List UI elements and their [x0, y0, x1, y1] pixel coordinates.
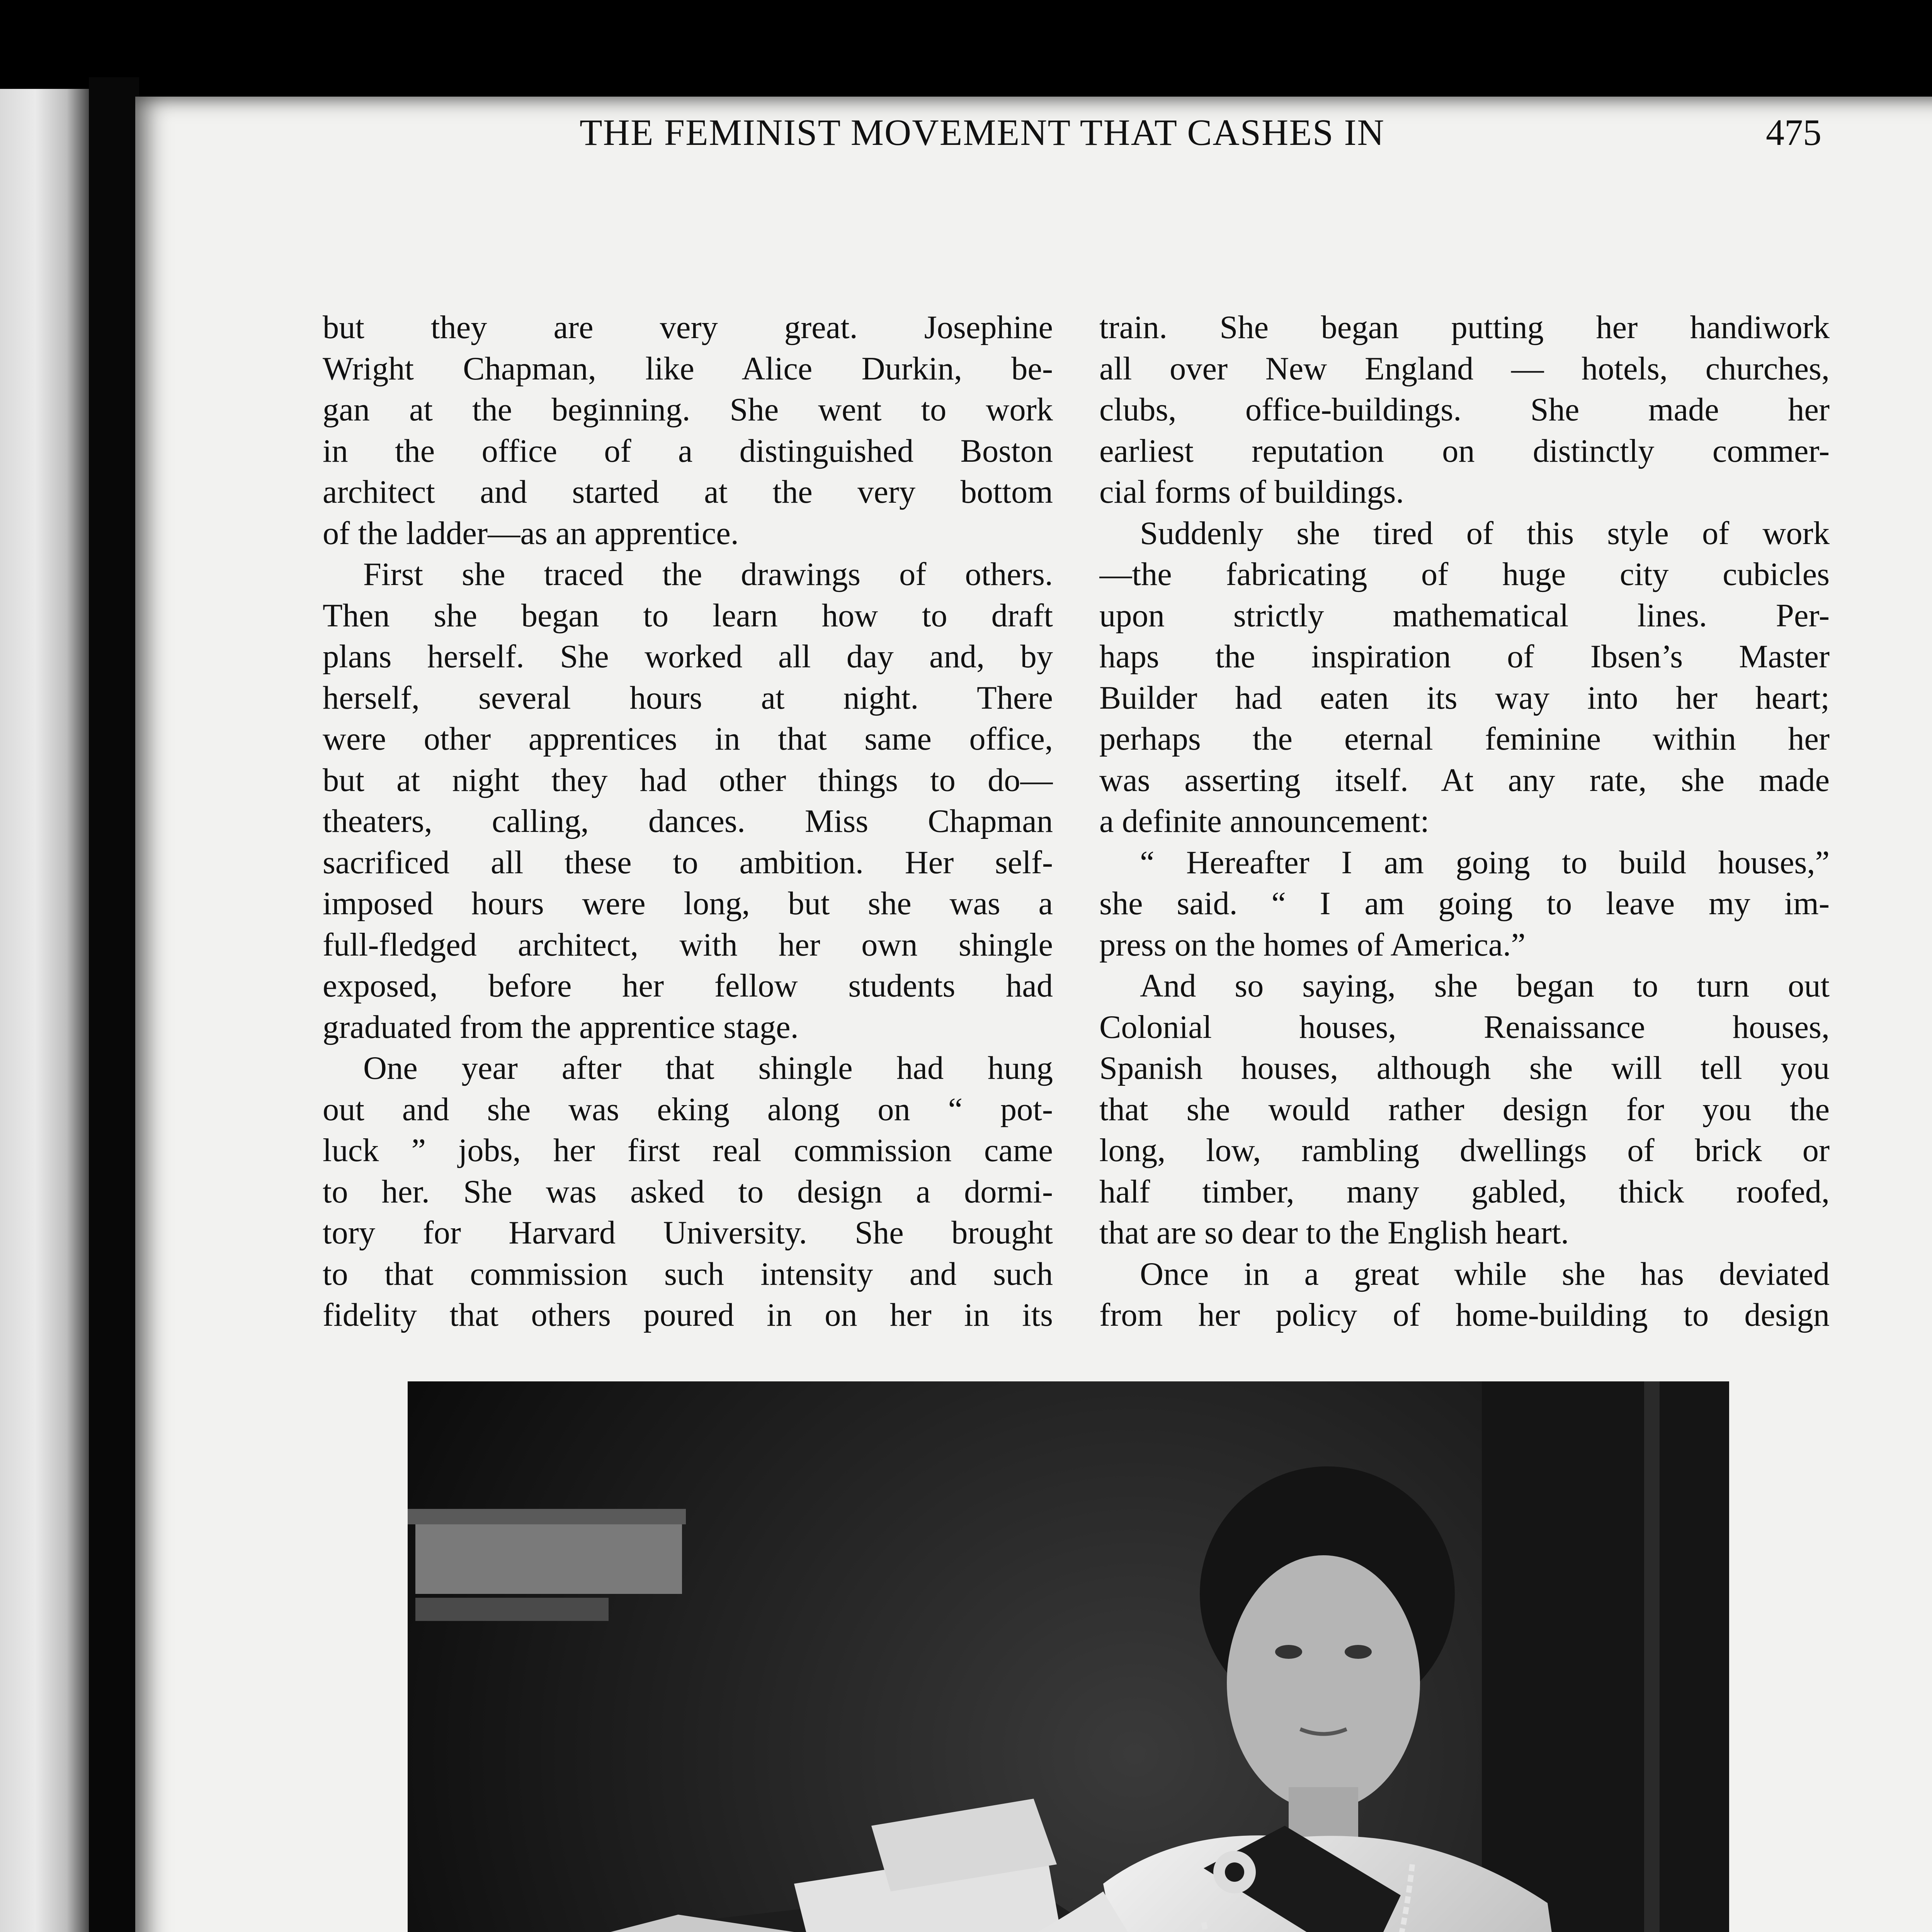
text-line: to that commission such intensity and such — [323, 1256, 1053, 1292]
text-line: in the office of a distinguished Boston — [323, 433, 1053, 469]
text-line: perhaps the eternal feminine within her — [1099, 721, 1830, 757]
text-line: Suddenly she tired of this style of work — [1140, 515, 1830, 551]
right-text-column — [1099, 307, 1830, 1336]
text-line: upon strictly mathematical lines. Per- — [1099, 597, 1830, 634]
text-line: of the ladder—as an apprentice. — [323, 515, 739, 551]
left-text-column — [323, 307, 1053, 1336]
text-line: Builder had eaten its way into her heart; — [1099, 680, 1830, 716]
text-line: graduated from the apprentice stage. — [323, 1009, 799, 1045]
text-line: but at night they had other things to do— — [323, 762, 1053, 798]
text-line: Spanish houses, although she will tell you — [1099, 1050, 1830, 1086]
text-line: Wright Chapman, like Alice Durkin, be- — [323, 350, 1053, 387]
text-line: tory for Harvard University. She brought — [323, 1215, 1053, 1251]
text-line: full-fledged architect, with her own shingle — [323, 927, 1053, 963]
text-line: from her policy of home-building to design — [1099, 1297, 1830, 1333]
text-line: theaters, calling, dances. Miss Chapman — [323, 803, 1053, 839]
text-line: press on the homes of America.” — [1099, 927, 1526, 963]
text-line: architect and started at the very bottom — [323, 474, 1053, 510]
text-line: clubs, office-buildings. She made her — [1099, 392, 1830, 428]
text-line: to her. She was asked to design a dormi- — [323, 1173, 1053, 1210]
text-line: plans herself. She worked all day and, by — [323, 639, 1053, 675]
text-line: but they are very great. Josephine — [323, 310, 1053, 345]
text-line: that are so dear to the English heart. — [1099, 1215, 1569, 1251]
portrait-illustration — [408, 1381, 1729, 1932]
book-gutter — [89, 77, 139, 1932]
text-line: sacrificed all these to ambition. Her self- — [323, 844, 1053, 881]
text-line: luck ” jobs, her first real commission came — [323, 1133, 1053, 1168]
text-line: that she would rather design for you the — [1099, 1091, 1830, 1128]
text-line: fidelity that others poured in on her in its — [323, 1297, 1053, 1333]
text-line: long, low, rambling dwellings of brick or — [1099, 1133, 1830, 1168]
text-line: exposed, before her fellow students had — [323, 968, 1053, 1004]
text-line: she said. “ I am going to leave my im- — [1099, 886, 1830, 922]
text-line: train. She began putting her handiwork — [1099, 310, 1830, 345]
text-line: half timber, many gabled, thick roofed, — [1099, 1173, 1830, 1210]
text-line: Colonial houses, Renaissance houses, — [1099, 1009, 1830, 1045]
text-line: out and she was eking along on “ pot- — [323, 1091, 1053, 1128]
running-title: THE FEMINIST MOVEMENT THAT CASHES IN — [580, 112, 1385, 153]
text-line: a definite announcement: — [1099, 803, 1430, 839]
text-line: all over New England — hotels, churches, — [1099, 350, 1830, 387]
text-line: And so saying, she began to turn out — [1140, 968, 1830, 1004]
text-line: imposed hours were long, but she was a — [323, 886, 1053, 922]
text-line: cial forms of buildings. — [1099, 474, 1404, 510]
text-line: Once in a great while she has deviated — [1140, 1256, 1830, 1292]
text-line: “ Hereafter I am going to build houses,” — [1140, 844, 1830, 881]
text-line: Then she began to learn how to draft — [323, 597, 1053, 634]
text-line: First she traced the drawings of others. — [363, 556, 1053, 592]
text-line: —the fabricating of huge city cubicles — [1099, 556, 1830, 592]
text-line: were other apprentices in that same office, — [323, 721, 1053, 757]
text-line: earliest reputation on distinctly commer- — [1099, 433, 1830, 469]
facing-page-edge — [0, 89, 89, 1932]
text-line: haps the inspiration of Ibsen’s Master — [1099, 639, 1830, 675]
text-line: herself, several hours at night. There — [323, 680, 1053, 716]
portrait-photograph — [408, 1381, 1729, 1932]
text-line: gan at the beginning. She went to work — [323, 392, 1053, 428]
page-number: 475 — [1766, 112, 1821, 153]
text-line: One year after that shingle had hung — [363, 1050, 1053, 1086]
text-line: was asserting itself. At any rate, she made — [1099, 762, 1830, 798]
